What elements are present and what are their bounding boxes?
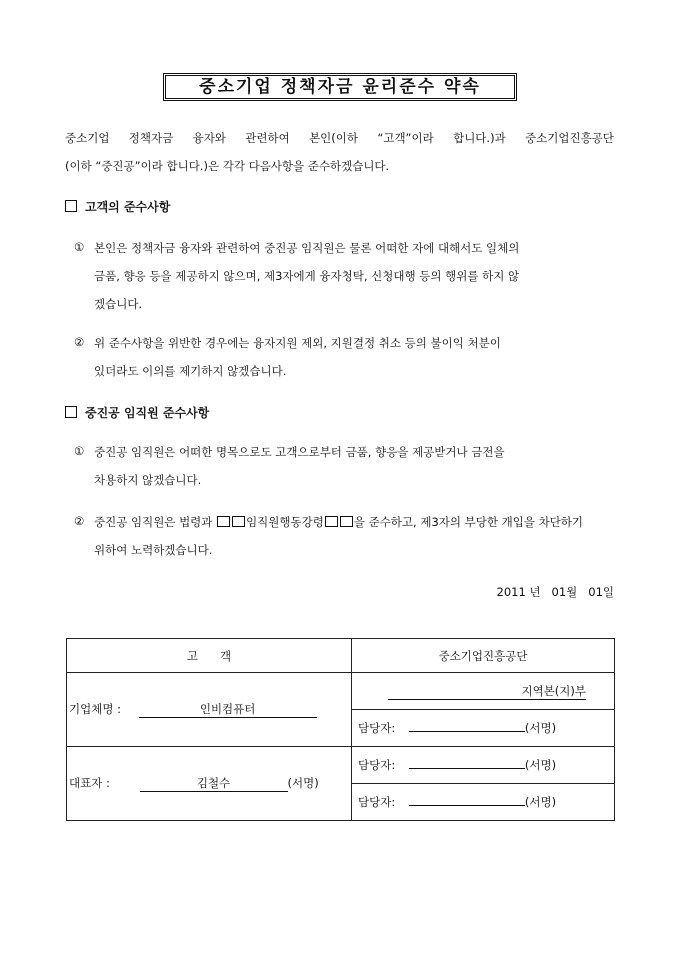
s1-item1-line2: 금품, 향응 등을 제공하지 않으며, 제3자에게 융자청탁, 신청대행 등의 행위를 하지 않 [94, 269, 520, 283]
section2-heading-text: 중진공 임직원 준수사항 [85, 406, 210, 420]
s2-item2-mid: 임직원행동강령 [246, 515, 324, 529]
representative-cell [67, 747, 352, 821]
s1-item1-marker: ① [74, 240, 85, 254]
s2-item2-marker: ② [74, 514, 85, 528]
s2-item2-line1 [94, 514, 583, 530]
s2-item1-marker: ① [74, 444, 85, 458]
s2-item1-line2: 차용하지 않겠습니다. [94, 473, 202, 487]
date: 2011 년 01월 01일 [496, 585, 614, 599]
s1-item2-line2: 있더라도 이의를 제기하지 않겠습니다. [94, 364, 287, 378]
s2-item2-post: 을 준수하고, 제3자의 부당한 개입을 차단하기 [353, 515, 584, 529]
company-name[interactable]: 인비컴퓨터 [139, 701, 317, 718]
section2-heading [65, 404, 209, 421]
staff-cell-2 [352, 747, 615, 784]
sign-label: (서명) [524, 795, 557, 809]
intro-word: 관련하여 [245, 131, 290, 145]
region-cell [352, 673, 615, 710]
s2-item2-line2: 위하여 노력하겠습니다. [94, 543, 213, 557]
s2-item2-pre: 중진공 임직원은 법령과 [94, 515, 213, 529]
intro-word: “고객”이라 [377, 131, 434, 145]
s1-item1-line3: 겠습니다. [94, 297, 143, 311]
staff-signature-line[interactable] [409, 731, 525, 732]
intro-line-1 [65, 130, 614, 146]
signature-table [66, 638, 615, 821]
section1-heading [65, 198, 170, 215]
s1-item1-line1: 본인은 정책자금 융자와 관련하여 중진공 임직원은 물론 어떠한 자에 대해서도 일체의 [94, 241, 520, 255]
intro-word: 합니다.)과 [453, 131, 506, 145]
rep-label: 대표자 : [69, 776, 110, 790]
staff-cell-1 [352, 710, 615, 747]
staff-signature-line[interactable] [409, 768, 525, 769]
s1-item2-line1: 위 준수사항을 위반한 경우에는 융자지원 제외, 지원결정 취소 등의 불이익 처분이 [94, 336, 501, 350]
intro-word: 본인(이하 [309, 131, 359, 145]
placeholder-box-icon [232, 516, 245, 527]
section1-heading-text: 고객의 준수사항 [85, 200, 171, 214]
staff-label: 담당자: [358, 758, 396, 772]
s2-item1-line1: 중진공 임직원은 어떠한 명목으로도 고객으로부터 금품, 향응을 제공받거나 금전을 [94, 445, 505, 459]
staff-label: 담당자: [358, 795, 396, 809]
placeholder-box-icon [325, 516, 338, 527]
intro-word: 융자와 [192, 131, 226, 145]
rep-name[interactable]: 김철수 [140, 775, 288, 792]
header-customer: 고 객 [67, 639, 352, 673]
checkbox-icon [65, 200, 77, 212]
region-name[interactable]: 지역본(지)부 [388, 683, 586, 700]
placeholder-box-icon [217, 516, 230, 527]
intro-word: 정책자금 [128, 131, 174, 145]
sign-label: (서명) [524, 721, 557, 735]
checkbox-icon [65, 406, 77, 418]
intro-line-2: (이하 “중진공”이라 합니다.)은 각각 다음사항을 준수하겠습니다. [65, 159, 390, 173]
company-cell [67, 673, 352, 747]
intro-word: 중소기업진흥공단 [525, 131, 614, 145]
header-agency: 중소기업진흥공단 [352, 639, 615, 673]
staff-cell-3 [352, 784, 615, 821]
placeholder-box-icon [340, 516, 353, 527]
company-label: 기업체명 : [69, 702, 121, 716]
staff-signature-line[interactable] [409, 805, 525, 806]
document-title: 중소기업 정책자금 윤리준수 약속 [163, 73, 517, 101]
sign-label: (서명) [524, 758, 557, 772]
intro-word: 중소기업 [65, 131, 110, 145]
staff-label: 담당자: [358, 721, 396, 735]
s1-item2-marker: ② [74, 335, 85, 349]
sign-label: (서명) [287, 776, 319, 790]
